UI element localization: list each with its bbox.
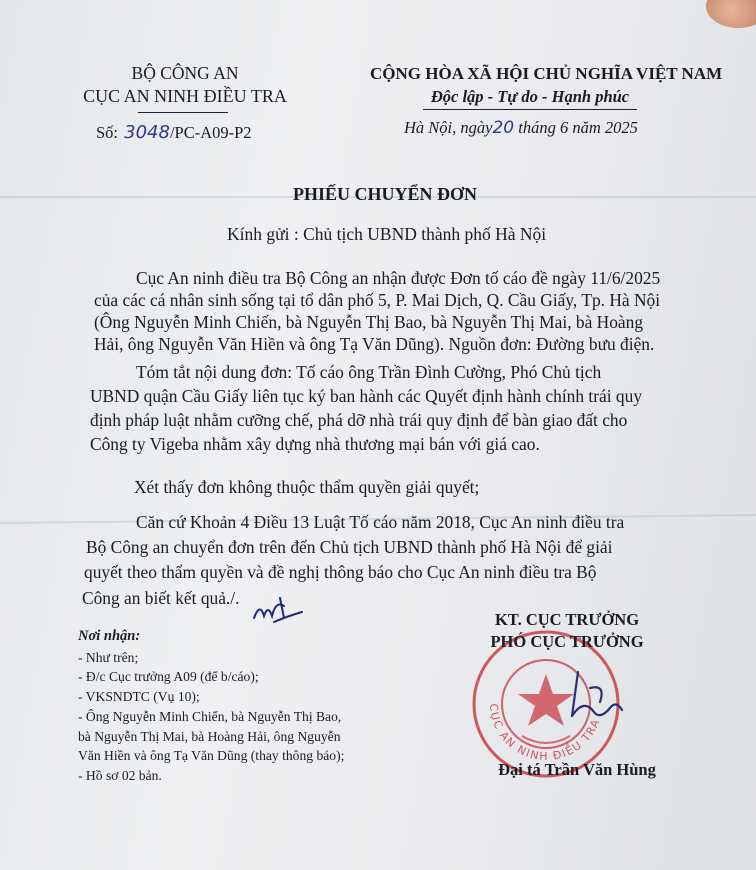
stamp-text: CỤC AN NINH ĐIỀU TRA: [486, 703, 603, 764]
paragraph-line: Căn cứ Khoản 4 Điều 13 Luật Tố cáo năm 2018, Cục An ninh điều tra: [136, 512, 625, 532]
recipient-item: - Như trên;: [78, 650, 139, 665]
date-prefix: Hà Nội, ngày: [404, 118, 493, 137]
document-number: [96, 122, 252, 143]
ministry-name: BỘ CÔNG AN: [131, 63, 239, 83]
signature-scrawl: [560, 668, 640, 728]
agency-name: CỤC AN NINH ĐIỀU TRA: [83, 86, 287, 106]
recipient-label: Kính gửi :: [227, 224, 299, 244]
date-day: 20: [492, 118, 515, 138]
motto-underline: [423, 109, 637, 110]
document-title: PHIẾU CHUYỂN ĐƠN: [292, 184, 477, 204]
paragraph-line: Công ty Vigeba nhằm xây dựng nhà thương mại bán với giá cao.: [90, 434, 540, 454]
paragraph-line: quyết theo thẩm quyền và đề nghị thông báo cho Cục An ninh điều tra Bộ: [84, 562, 597, 582]
paragraph-line: UBND quận Cầu Giấy liên tục ký ban hành các Quyết định hành chính trái quy: [90, 386, 643, 406]
paragraph-line: Công an biết kết quả./.: [82, 588, 240, 608]
date-suffix: tháng 6 năm 2025: [518, 118, 638, 137]
recipient-name: Chủ tịch UBND thành phố Hà Nội: [303, 224, 547, 244]
recipient-item: - VKSNDTC (Vụ 10);: [78, 689, 200, 704]
number-handwritten: 3048: [124, 122, 170, 143]
recipient-item: Văn Hiền và ông Tạ Văn Dũng (thay thông báo);: [78, 748, 345, 763]
number-suffix: /PC-A09-P2: [169, 123, 252, 142]
recipient-item: - Ông Nguyễn Minh Chiến, bà Nguyễn Thị Bao,: [78, 709, 342, 724]
paragraph-line: Tóm tắt nội dung đơn: Tố cáo ông Trần Đình Cường, Phó Chủ tịch: [136, 362, 602, 382]
recipient-item: bà Nguyễn Thị Mai, bà Hoàng Hải, ông Nguyễn: [78, 729, 341, 744]
signature-title: KT. CỤC TRƯỞNG: [494, 610, 640, 629]
paragraph-line: (Ông Nguyễn Minh Chiến, bà Nguyễn Thị Bao, bà Nguyễn Thị Mai, bà Hoàng: [94, 312, 644, 332]
recipient-line: [227, 224, 546, 245]
paragraph-line: Hải, ông Nguyễn Văn Hiền và ông Tạ Văn Dũng). Nguồn đơn: Đường bưu điện.: [94, 334, 655, 354]
motto: Độc lập - Tự do - Hạnh phúc: [430, 87, 630, 106]
paragraph-line: định pháp luật nhằm cưỡng chế, phá dỡ nhà trái quy định để bàn giao đất cho: [90, 410, 628, 430]
recipients-label: Nơi nhận:: [78, 628, 141, 644]
paragraph-line: của các cá nhân sinh sống tại tổ dân phố 5, P. Mai Dịch, Q. Cầu Giấy, Tp. Hà Nội: [94, 290, 661, 310]
number-prefix: Số:: [96, 123, 119, 142]
finger: [706, 0, 756, 28]
country-name: CỘNG HÒA XÃ HỘI CHỦ NGHĨA VIỆT NAM: [370, 64, 723, 83]
header-underline: [138, 112, 228, 113]
signer-name: Đại tá Trần Văn Hùng: [498, 760, 656, 779]
recipient-item: - Đ/c Cục trưởng A09 (để b/cáo);: [78, 669, 259, 684]
signature-position: PHÓ CỤC TRƯỞNG: [490, 632, 644, 651]
paragraph-line: Bộ Công an chuyển đơn trên đến Chủ tịch UBND thành phố Hà Nội để giải: [86, 537, 613, 557]
handwritten-initials: [250, 592, 306, 628]
recipient-item: - Hồ sơ 02 bản.: [78, 768, 162, 783]
issue-date: [404, 118, 638, 138]
paragraph-line: Cục An ninh điều tra Bộ Công an nhận được Đơn tố cáo đề ngày 11/6/2025: [136, 268, 661, 288]
paragraph-line: Xét thấy đơn không thuộc thẩm quyền giải quyết;: [134, 477, 480, 497]
